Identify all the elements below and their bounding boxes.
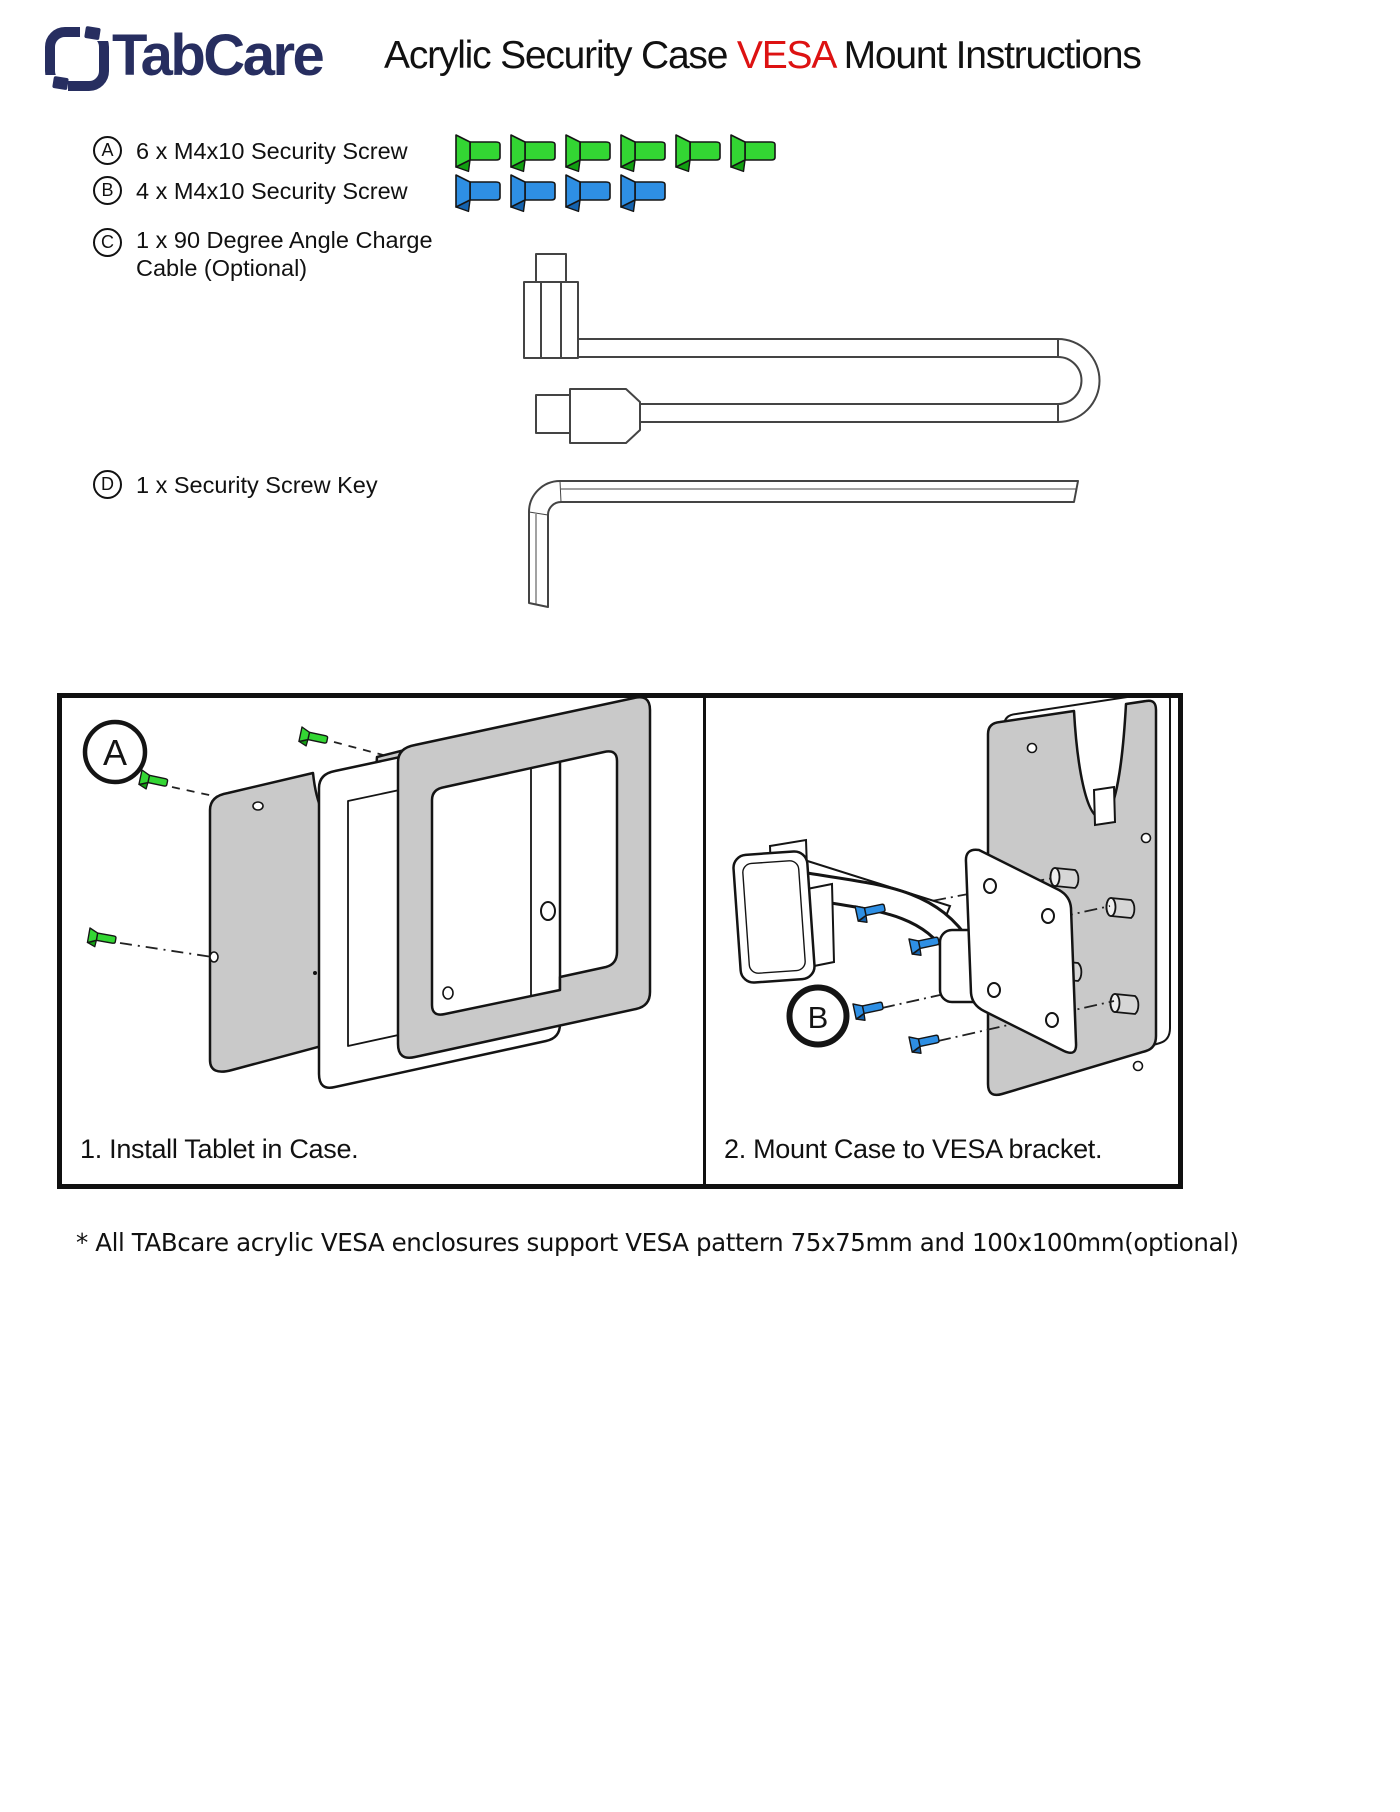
panel2-caption: 2. Mount Case to VESA bracket. bbox=[724, 1134, 1103, 1164]
part-letter: D bbox=[101, 474, 114, 494]
logo-text: TabCare bbox=[112, 23, 323, 88]
security-screw-icon bbox=[510, 134, 556, 173]
part-label-b: 4 x M4x10 Security Screw bbox=[136, 178, 408, 204]
part-marker-a bbox=[93, 136, 122, 165]
panel1-caption: 1. Install Tablet in Case. bbox=[80, 1134, 359, 1164]
security-screw-icon bbox=[455, 174, 501, 213]
part-a-screws bbox=[455, 134, 776, 173]
security-screw-icon bbox=[675, 134, 721, 173]
title-highlight: VESA bbox=[736, 34, 834, 77]
panel2-marker bbox=[790, 988, 847, 1045]
wall-mount-bracket bbox=[733, 840, 834, 983]
part-marker-c bbox=[93, 228, 122, 257]
part-label-d: 1 x Security Screw Key bbox=[136, 472, 378, 498]
security-screw-icon bbox=[87, 928, 117, 950]
security-screw-icon bbox=[298, 727, 328, 750]
security-screw-icon bbox=[565, 174, 611, 213]
part-label-c-line2: Cable (Optional) bbox=[136, 255, 308, 281]
page-title bbox=[384, 34, 1141, 78]
security-screw-icon bbox=[909, 1031, 941, 1055]
security-screw-icon bbox=[565, 134, 611, 173]
footnote: * All TABcare acrylic VESA enclosures support VESA pattern 75x75mm and 100x100mm(optional) bbox=[76, 1228, 1239, 1257]
part-b-screws bbox=[455, 174, 666, 213]
part-marker-b bbox=[93, 176, 122, 205]
security-screw-icon bbox=[853, 998, 885, 1022]
part-label-c-line1: 1 x 90 Degree Angle Charge bbox=[136, 227, 433, 253]
hex-key-icon bbox=[505, 470, 1095, 615]
part-marker-d bbox=[93, 470, 122, 499]
title-suffix: Mount Instructions bbox=[833, 34, 1141, 77]
panel1-marker bbox=[85, 722, 145, 782]
security-screw-icon bbox=[620, 134, 666, 173]
security-screw-icon bbox=[909, 933, 941, 957]
part-letter: A bbox=[101, 140, 114, 160]
title-prefix: Acrylic Security Case bbox=[384, 34, 737, 77]
part-label-c bbox=[136, 226, 433, 282]
part-letter: C bbox=[101, 232, 114, 252]
svg-text:A: A bbox=[102, 732, 128, 773]
part-letter: B bbox=[101, 180, 114, 200]
part-label-a: 6 x M4x10 Security Screw bbox=[136, 138, 408, 164]
vesa-arm-and-case-illustration bbox=[702, 698, 1176, 1179]
security-screw-icon bbox=[510, 174, 556, 213]
tabcare-tablet-logo-icon bbox=[44, 24, 110, 92]
security-screw-icon bbox=[620, 174, 666, 213]
charge-cable-icon bbox=[505, 248, 1115, 453]
tablet-camera bbox=[541, 902, 555, 920]
security-screw-icon bbox=[138, 770, 168, 793]
security-screw-icon bbox=[730, 134, 776, 173]
svg-text:B: B bbox=[807, 1000, 829, 1035]
exploded-tablet-case-illustration bbox=[62, 698, 698, 1179]
security-screw-icon bbox=[455, 134, 501, 173]
